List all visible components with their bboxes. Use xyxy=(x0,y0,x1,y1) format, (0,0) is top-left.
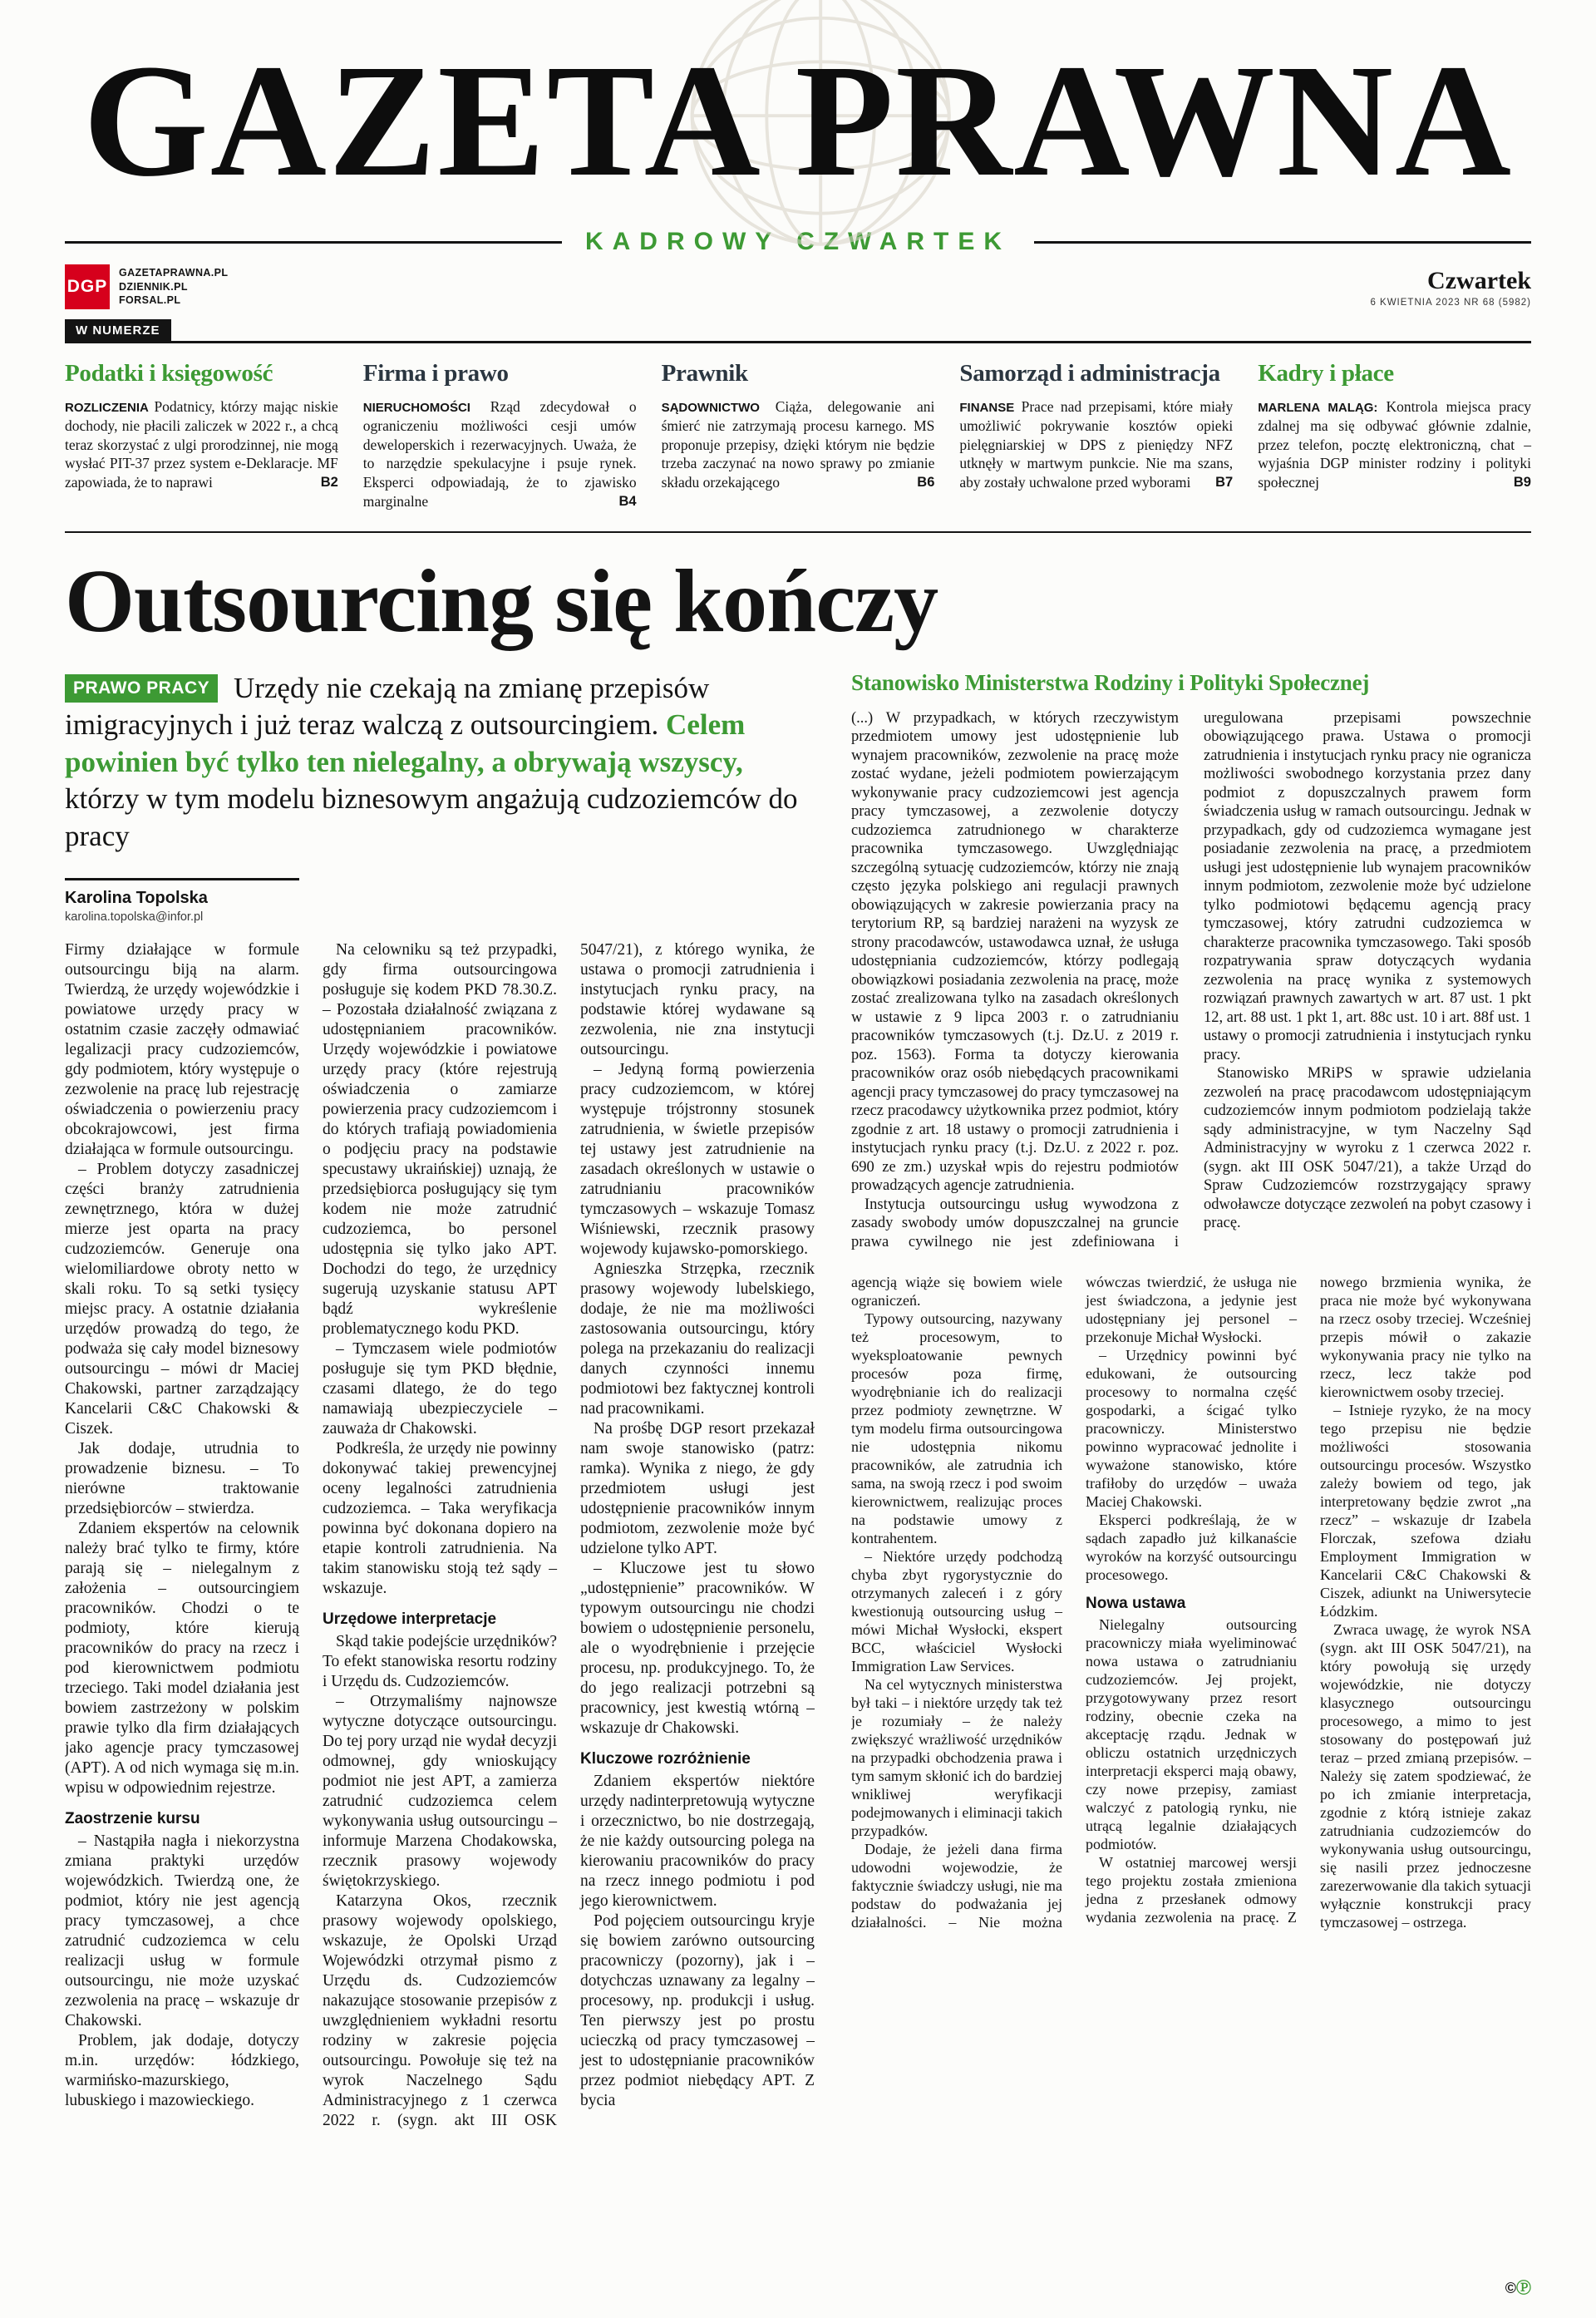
teaser-section-heading: Firma i prawo xyxy=(362,360,509,387)
article-columns-right xyxy=(851,1273,1531,1931)
article-paragraph: Pod pojęciem outsourcingu kryje się bowiem zarówno outsourcing pracowniczy (pozorny), jak i – dotychczas uznawany za legalny – procesowy, np. produkcji i usług. Ten pierwszy jest po prostu ucieczką od pracy tymczasowej – jest to udostępnianie pracowników przez podmiot niebędący APT. Z bycia xyxy=(580,1912,815,2110)
byline xyxy=(65,878,299,924)
article-subhead: Zaostrzenie kursu xyxy=(65,1810,200,1828)
article-paragraph: Na prośbę DGP resort przekazał nam swoje stanowisko (patrz: ramka). Wynika z niego, że gdy przedmiotem usługi jest udostępnienie pracowników innym podmiotom, zezwolenie może być udzielone tylko APT. xyxy=(580,1420,815,1558)
teaser-section-heading: Podatki i księgowość xyxy=(65,360,273,387)
article-paragraph: Zwraca uwagę, że wyrok NSA (sygn. akt III OSK 5047/21), na który powołują się urzędy wojewódzkie, nie dotyczy klasycznego outsourcingu procesowego, a mimo to jest stosowany do postępowań już teraz – przed zmianą przepisów. – Należy się zatem spodziewać, że po ich zmianie interpretacja, zgodnie z którą istnieje zakaz zatrudniania cudzoziemców do wykonywania usług outsourcingu, się nasili przez jednoczesne zarezerwowanie dla takich sytuacji wyłącznie konstrukcji pracy tymczasowej – ostrzega. xyxy=(1320,1621,1531,1931)
dgp-logo: DGP xyxy=(65,264,110,309)
brand-site-url: FORSAL.PL xyxy=(119,294,181,307)
teaser-body: Prace nad przepisami, które miały umożliwić pokrywanie kosztów opieki pielęgniarskiej w DPS z pieniędzy NFZ utknęły w martwym punkcie. Nie ma szans, aby zostały uchwalone przed wyborami xyxy=(959,398,1234,491)
teaser-section-heading: Kadry i płace xyxy=(1258,360,1394,387)
article-paragraph: agencją wiąże się bowiem wiele ograniczeń. xyxy=(851,1274,1062,1309)
article-paragraph: W ostatniej marcowej wersji tego projektu została zmieniona jedna z przesłanek odmowy wydania zezwolenia na pracę. Z nowego brzmienia wynika, że praca nie może być wykonywana na rzecz osoby trzeciej. Wcześniej przepis mówił o zakazie wykonywania pracy nie tylko na rzecz, lecz także pod kierownictwem osoby trzeciej. xyxy=(1086,1274,1531,1926)
section-divider xyxy=(65,531,1531,533)
article-paragraph: Instytucja outsourcingu usług wywodzona z zasady swobody umów dopuszczalnej na gruncie prawa cywilnego nie jest zdefiniowana i uregulowana przepisami powszechnie obowiązującego prawa. Ustawa o promocji zatrudnienia i instytucjach rynku pracy nie ogranicza możliwości swobodnego korzystania przez dany podmiot z dopuszczalnych prawem form świadczenia usług w ramach outsourcingu. Jednak w przypadkach, gdy od cudzoziemca wymagane jest posiadanie zezwolenia na pracę, a przedmiotem usługi jest udostępnienie lub wynajem pracowników innym podmiotom, zezwolenie może być udzielone tylko podmiotowi będącemu agencją pracy tymczasowej, który zatrudni cudzoziemca w charakterze pracownika tymczasowego. Taki sposób rozpatrywania spraw dotyczących wydania zezwolenia na pracę wynika z systemowych rozwiązań prawnych zawartych w art. 87 ust. 1 pkt 12, art. 88 ust. 1 pkt 1, art. 88c ust. 10 i art. 88f ust. 1 ustawy o promocji zatrudnienia i instytucjach rynku pracy. xyxy=(851,709,1531,1250)
article-paragraph: – Nastąpiła nagła i niekorzystna zmiana praktyki urzędów wojewódzkich. Twierdzą one, że podmiot, który nie jest agencją pracy tymczasowej, a chce zatrudnić cudzoziemca w celu realizacji usług w formule outsourcingu, nie może uzyskać zezwolenia na pracę – wskazuje dr Chakowski. xyxy=(65,1832,299,2030)
article-paragraph: – Jedyną formą powierzenia pracy cudzoziemcom, w której występuje trójstronny stosunek zatrudnienia, w świetle przepisów tej ustawy jest zatrudnienie na zasadach określonych w ustawie o zatrudnianiu pracowników tymczasowych – wskazuje Tomasz Wiśniewski, rzecznik prasowy wojewody kujawsko-pomorskiego. xyxy=(580,1061,815,1259)
lead-rest: którzy w tym modelu biznesowym angażują cudzoziemców do pracy xyxy=(65,782,798,852)
masthead xyxy=(65,17,1531,226)
article-subhead: Kluczowe rozróżnienie xyxy=(580,1750,751,1768)
author-name: Karolina Topolska xyxy=(65,889,208,908)
teaser-text xyxy=(662,397,935,492)
section-teasers xyxy=(65,343,1531,531)
article-subhead: Nowa ustawa xyxy=(1086,1595,1186,1613)
article-paragraph: Podkreśla, że urzędy nie powinny dokonywać takiej prewencyjnej oceny legalności zatrudnienia cudzoziemca. – Taka weryfikacja powinna być dokonana dopiero na etapie kontroli zatrudnienia. Na takim stanowisku stoją też sądy – wskazuje. xyxy=(323,1440,557,1598)
copyright-icon: © xyxy=(1505,2279,1516,2296)
teaser-text xyxy=(65,397,338,492)
in-issue-bar xyxy=(65,319,1531,343)
published-icon: Ⓟ xyxy=(1516,2279,1531,2296)
in-issue-label: W NUMERZE xyxy=(65,319,171,341)
teaser-kicker: ROZLICZENIA xyxy=(65,401,149,415)
teaser-page-ref: B7 xyxy=(1215,475,1234,491)
article-paragraph: Agnieszka Strzępka, rzecznik prasowy wojewody lubelskiego, dodaje, że nie ma możliwości zastosowania outsourcingu, który polega na przekazaniu do realizacji danych czynności innemu podmiotowi bez faktycznej kontroli nad pracownikami. xyxy=(580,1260,815,1418)
ministry-statement-box xyxy=(851,670,1531,1255)
article-right-half xyxy=(851,670,1531,2300)
article-paragraph: Jak dodaje, utrudnia to prowadzenie biznesu. – To nierówne traktowanie przedsiębiorców – stwierdza. xyxy=(65,1440,299,1518)
article-paragraph: Nielegalny outsourcing pracowniczy miała wyeliminować nowa ustawa o zatrudnianiu cudzoziemców. Jej projekt, przygotowywany przez resort rodziny, obecnie czeka na akceptację rządu. Jednak w obliczu ostatnich urzędniczych interpretacji eksperci mają obawy, czy nowe przepisy, zamiast walczyć z patologią rynku, nie utrącą legalnie działających podmiotów. xyxy=(1086,1616,1297,1853)
copyright-marks xyxy=(1500,2276,1531,2298)
teaser-body: Rząd zdecydował o ograniczeniu możliwości cesji umów deweloperskich i rezerwacyjnych. Uważa, że to narzędzie spekulacyjne i psuje rynek. Eksperci odpowiadają, że to zjawisko marginalne xyxy=(362,398,637,510)
article-paragraph: Na cel wytycznych ministerstwa był taki – i niektóre urzędy tak też je rozumiały – że należy zwiększyć wrażliwość urzędników na przypadki obchodzenia prawa i tym samym skłonić ich do bardziej wnikliwej weryfikacji podejmowanych i eliminacji takich przypadków. xyxy=(851,1676,1062,1840)
article-paragraph: Problem, jak dodaje, dotyczy m.in. urzędów: łódzkiego, warmińsko-mazurskiego, lubuskiego i mazowieckiego. xyxy=(65,2032,299,2110)
author-email: karolina.topolska@infor.pl xyxy=(65,910,204,925)
brand-row xyxy=(65,264,1531,309)
article-paragraph: – Problem dotyczy zasadniczej części branży zatrudnienia zewnętrznego, która w dużej mierze jest oparta na pracy cudzoziemców. Generuje ona wielomiliardowe obroty netto w skali roku. To są setki tysięcy miejsc pracy. A ostatnie działania urzędów prowadzą do tego, że podważa się cały model biznesowy outsourcingu – mówi dr Maciej Chakowski, partner zarządzający Kancelarii C&C Chakowski & Ciszek. xyxy=(65,1161,299,1438)
article-paragraph: – Kluczowe jest tu słowo „udostępnienie” pracowników. W typowym outsourcingu nie chodzi bowiem o udostępnienie personelu, ale o wyodrębnienie i przejęcie procesu, np. produkcyjnego. To, że do jego realizacji potrzebni są pracownicy, jest kwestią wtórną – wskazuje dr Chakowski. xyxy=(580,1560,815,1738)
article-content xyxy=(65,670,1531,2300)
teaser-page-ref: B4 xyxy=(618,494,637,510)
teaser-kicker: NIERUCHOMOŚCI xyxy=(362,401,470,415)
article-paragraph: – Istnieje ryzyko, że na mocy tego przepisu nie będzie możliwości stosowania outsourcingu procesów. Wszystko zależy bowiem od tego, jak interpretowany będzie zwrot „na rzecz” – wskazuje dr Izabela Florczak, szefowa działu Employment Immigration w Kancelarii C&C Chakowski & Ciszek, adiunkt na Uniwersytecie Łódzkim. xyxy=(1320,1402,1531,1620)
article-paragraph: Typowy outsourcing, nazywany też procesowym, to wyeksploatowanie pewnych procesów poza firmę, wyodrębnianie ich do realizacji przez podmioty zewnętrzne. W tym modelu firma outsourcingowa nie udostępnia nikomu pracowników, ale zatrudnia ich sama, na swoją rzecz i pod swoim kierownictwem, realizując proces na podstawie umowy z kontrahentem. xyxy=(851,1310,1062,1547)
divider-line xyxy=(65,241,562,244)
article-paragraph: Dodaje, że jeżeli dana firma udowodni wojewodzie, że faktycznie świadczy usługi, nie ma podstaw do podważania jej działalności. – Nie można wówczas twierdzić, że usługa nie jest świadczona, a jedynie jest udostępniany jej personel – przekonuje Michał Wysłocki. xyxy=(851,1274,1297,1931)
article-subhead: Urzędowe interpretacje xyxy=(323,1610,497,1629)
brand-site-url: DZIENNIK.PL xyxy=(119,280,188,293)
teaser-firma-i-prawo xyxy=(363,360,637,511)
article-paragraph: Zdaniem ekspertów niektóre urzędy nadinterpretowują wytyczne i orzecznictwo, bo nie dostrzegają, że nie każdy outsourcing polega na kierowaniu pracowników do pracy na rzecz innego podmiotu i pod jego kierownictwem. xyxy=(580,1773,815,1911)
teaser-page-ref: B6 xyxy=(917,475,935,491)
article-paragraph: – Tymczasem wiele podmiotów posługuje się tym PKD błędnie, czasami dlatego, że do tego namawiają ubezpieczyciele – zauważa dr Chakowski. xyxy=(323,1340,557,1438)
teaser-text xyxy=(959,397,1233,492)
article-left-half xyxy=(65,670,815,2300)
teaser-kicker: MARLENA MALĄG: xyxy=(1258,401,1378,415)
teaser-body: Podatnicy, którzy mając niskie dochody, nie płacili zaliczek w 2022 r., a chcą teraz skorzystać z ulgi prorodzinnej, nie mogą wysłać PIT-37 przez system e-Deklaracje. MF zapowiada, że to naprawi xyxy=(65,398,338,491)
teaser-podatki xyxy=(65,360,338,511)
teaser-kicker: SĄDOWNICTWO xyxy=(661,401,760,415)
lead-highlight: Celem powinien być tylko ten nielegalny, a obrywają wszyscy, xyxy=(65,708,746,778)
article-paragraph: Na celowniku są też przypadki, gdy firma outsourcingowa posługuje się kodem PKD 78.30.Z. – Pozostała działalność związana z udostępnianiem pracowników. Urzędy wojewódzkie i powiatowe urzędy pracy (które rejestrują oświadczenia o zamiarze powierzenia pracy cudzoziemcom i do których trafiają powiadomienia o podjęciu pracy na podstawie specustawy ukraińskiej) uznają, że przedsiębiorca posługujący się tym kodem nie może zatrudnić cudzoziemca, bo personel udostępnia się tylko jako APT. Dochodzi do tego, że urzędnicy sugerują uzyskanie statusu APT bądź wykreślenie problematycznego kodu PKD. xyxy=(323,941,557,1339)
article-paragraph: – Niektóre urzędy podchodzą chyba zbyt rygorystycznie do otrzymanych zaleceń i z góry kwestionują outsourcing usług – mówi Michał Wysłocki, ekspert BCC, właściciel Wysłocki Immigration Law Services. xyxy=(851,1548,1062,1675)
paper-title: GAZETA PRAWNA xyxy=(82,31,1514,210)
teaser-section-heading: Prawnik xyxy=(661,360,748,387)
lead-intro: Urzędy nie czekają na zmianę przepisów imigracyjnych i już teraz walczą z outsourcingiem. xyxy=(65,671,710,742)
teaser-samorzad xyxy=(959,360,1233,511)
teaser-page-ref: B2 xyxy=(320,475,338,491)
article-paragraph: (...) W przypadkach, w których rzeczywistym przedmiotem umowy jest udostępnienie lub wynajem pracowników, zezwolenie na pracę może zostać wydane, jeżeli podmiotem powierzającym wykonywanie pracy cudzoziemcowi jest agencja pracy tymczasowej, a zezwolenie dotyczy cudzoziemca zatrudnionego w charakterze pracownika tymczasowego. Uwzględniając szczególną sytuację cudzoziemców, którzy nie znają często języka polskiego ani regulacji prawnych obowiązujących w zakresie powierzania pracy na terytorium RP, są bardziej narażeni na wyzysk ze strony pracodawców, ustawodawca uznał, że usługa udostępniania cudzoziemców, którzy podlegają obowiązkowi posiadania zezwolenia na pracę, może zostać zrealizowana tylko na zasadach określonych w ustawie z 9 lipca 2003 r. o zatrudnianiu pracowników tymczasowych (t.j. Dz.U. z 2019 r. poz. 1563). Forma ta dotyczy kierowania pracowników oraz osób niebędących pracownikami agencji pracy tymczasowej do pracy tymczasowej na rzecz pracodawcy użytkownika przez podmiot, który zgodnie z art. 18 ustawy o promocji zatrudnienia i instytucjach rynku pracy (t.j. Dz.U. z 2022 r. poz. 690 ze zm.) uzyskał wpis do rejestru podmiotów prowadzących agencje zatrudnienia. xyxy=(851,709,1179,1195)
lead-kicker-label: PRAWO PRACY xyxy=(65,674,218,703)
teaser-text xyxy=(1258,397,1531,492)
edition-label: KADROWY CZWARTEK xyxy=(584,228,1012,255)
teaser-body: Kontrola miejsca pracy zdalnej ma się odbywać głównie zdalnie, przez telefon, pocztę elektroniczną, chat – wyjaśnia DGP minister rodziny i polityki społecznej xyxy=(1258,398,1531,491)
article-paragraph: Eksperci podkreślają, że w sądach zapadło już kilkanaście wyroków na korzyść outsourcingu procesowego. xyxy=(1086,1512,1297,1584)
article-paragraph: Skąd takie podejście urzędników? To efekt stanowiska resortu rodziny i Urzędu ds. Cudzoziemców. xyxy=(323,1633,557,1691)
article-paragraph: Stanowisko MRiPS w sprawie udzielania zezwoleń na pracę pracodawcom udostępniającym cudzoziemców innym podmiotom podzielają także sądy administracyjne, w tym Naczelny Sąd Administracyjny w wyroku z 1 czerwca 2022 r. (sygn. akt III OSK 5047/21), a także Urząd do Spraw Cudzoziemców rozstrzygający sprawy odwoławcze dotyczące zezwoleń na pobyt czasowy i pracę. xyxy=(1204,1065,1531,1232)
article-paragraph: – Otrzymaliśmy najnowsze wytyczne dotyczące outsourcingu. Do tej pory urząd nie wydał decyzji odmownej, gdy wnioskujący podmiot nie jest APT, a zamierza zatrudnić cudzoziemca celem wykonywania usług outsourcingu – informuje Marzena Chodakowska, rzecznik prasowy wojewody świętokrzyskiego. xyxy=(323,1693,557,1891)
article-paragraph: Firmy działające w formule outsourcingu biją na alarm. Twierdzą, że urzędy wojewódzkie i powiatowe urzędy pracy w ostatnim czasie zaczęły odmawiać legalizacji pracy cudzoziemców, gdy podmiotem, który występuje o zezwolenie na pracę lub rejestrację oświadczenia o powierzeniu pracy obcokrajowcowi, jest firma działająca w formule outsourcingu. xyxy=(65,941,299,1159)
brand-sites xyxy=(119,266,228,308)
teaser-body: Ciąża, delegowanie ani śmierć nie zatrzymają procesu karnego. MS proponuje przepisy, dzięki którym nie będzie trzeba zaczynać na nowo sprawy po zmianie składu orzekającego xyxy=(661,398,935,491)
ministry-box-columns xyxy=(851,709,1531,1252)
ministry-box-title: Stanowisko Ministerstwa Rodziny i Polityki Społecznej xyxy=(851,669,1370,695)
issue-day: Czwartek xyxy=(1427,266,1531,294)
teaser-kicker: FINANSE xyxy=(959,401,1015,415)
teaser-kadry-i-place xyxy=(1258,360,1531,511)
article-columns-left xyxy=(65,940,815,2131)
main-headline: Outsourcing się kończy xyxy=(65,551,938,651)
divider-line xyxy=(1034,241,1531,244)
dateline xyxy=(1370,267,1531,308)
article-paragraph: Zdaniem ekspertów na celownik należy brać tylko te firmy, które parają się – nielegalnym z założenia – outsourcingiem pracowników. Chodzi o te podmioty, które kierują pracowników do pracy na rzecz i pod kierownictwem podmiotu trzeciego. Taki model działania jest bowiem zastrzeżony w polskim prawie tylko dla firm działających jako agencje pracy tymczasowej (APT). A od nich wymaga się m.in. wpisu w odpowiednim rejestrze. xyxy=(65,1520,299,1798)
brand-site-url: GAZETAPRAWNA.PL xyxy=(119,266,229,279)
article-paragraph: – Urzędnicy powinni być edukowani, że outsourcing procesowy to normalna część gospodarki, a ścigać tylko pracowniczy. Ministerstwo powinno wypracować jednolite i wyważone stanowisko, które trafiłoby do urzędów – uważa Maciej Chakowski. xyxy=(1086,1347,1297,1511)
issue-date: 6 KWIETNIA 2023 NR 68 (5982) xyxy=(1370,297,1531,308)
brand-block xyxy=(65,264,228,309)
teaser-page-ref: B9 xyxy=(1513,475,1531,491)
article-lead xyxy=(65,670,815,855)
teaser-text xyxy=(363,397,637,511)
article-paragraph: Katarzyna Okos, rzecznik prasowy wojewody opolskiego, wskazuje, że Opolski Urząd Wojewódzki otrzymał pismo z Urzędu ds. Cudzoziemców nakazujące stosowanie przepisów z uwzględnieniem wykładni resortu rodziny w zakresie pojęcia outsourcingu. Powołuje się też na wyrok Naczelnego Sądu Administracyjnego z 1 czerwca 2022 r. (sygn. akt III OSK 5047/21), z którego wynika, że ustawa o promocji zatrudnienia i instytucjach rynku pracy, na podstawie której wydawane są zezwolenia, nie zna instytucji outsourcingu. xyxy=(323,941,815,2130)
teaser-prawnik xyxy=(662,360,935,511)
teaser-section-heading: Samorząd i administracja xyxy=(959,360,1220,387)
